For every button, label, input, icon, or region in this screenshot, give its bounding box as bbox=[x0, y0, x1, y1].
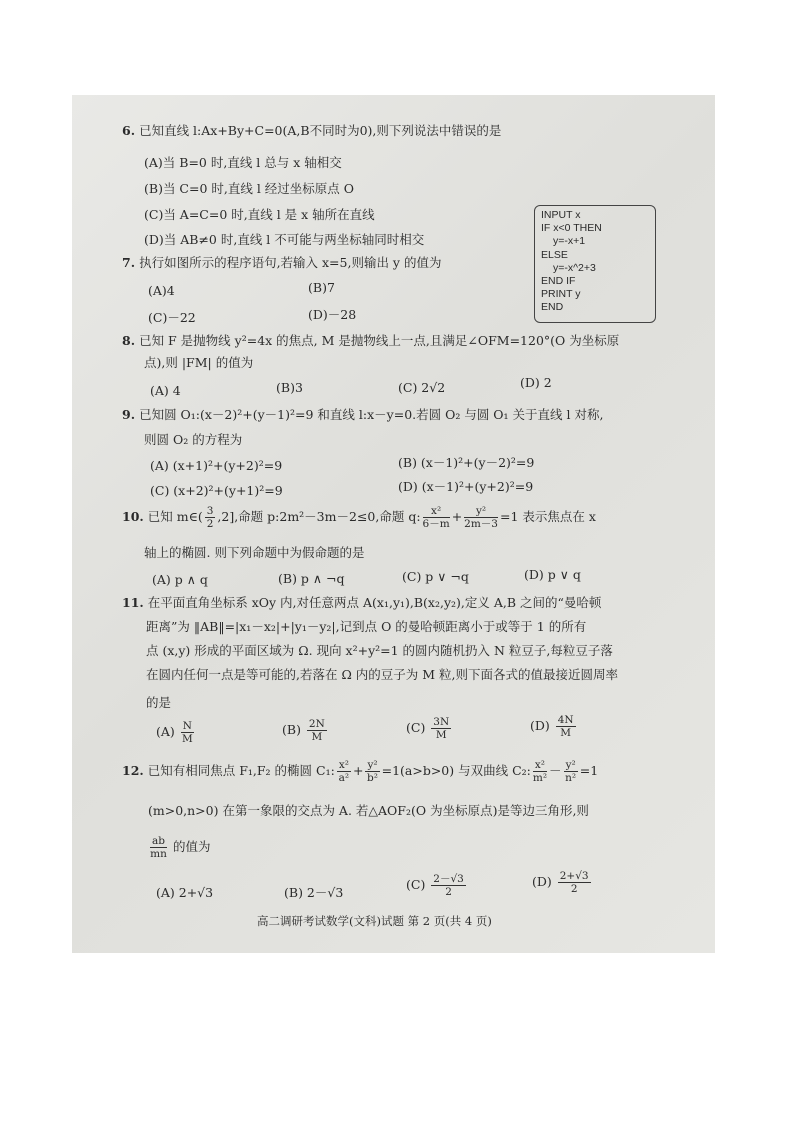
q9-option-a: (A) (x+1)²+(y+2)²=9 bbox=[150, 458, 283, 473]
q9-option-b: (B) (x－1)²+(y－2)²=9 bbox=[398, 455, 535, 470]
question-11: 11. 在平面直角坐标系 xOy 内,对任意两点 A(x₁,y₁),B(x₂,y₂),定义 A,B 之间的“曼哈顿 bbox=[122, 595, 602, 610]
question-11-line3: 点 (x,y) 形成的平面区域为 Ω. 现向 x²+y²=1 的圆内随机扔入 N 粒豆子,每粒豆子落 bbox=[146, 643, 613, 658]
q10-option-d: (D) p ∨ q bbox=[524, 567, 581, 582]
q10-frac-3-2: $\frac{3}{2}$ bbox=[206, 505, 214, 530]
q10-frac-x2: $\frac{\text{x²}}{6-m}$ bbox=[422, 505, 450, 530]
question-10-cont: 轴上的椭圆. 则下列命题中为假命题的是 bbox=[144, 545, 365, 560]
question-8-cont: 点),则 |FM| 的值为 bbox=[144, 355, 254, 370]
q7-option-d: (D)－28 bbox=[308, 307, 357, 322]
q12-option-c: (C) $\frac{2-√3}{2}$ bbox=[406, 873, 464, 898]
question-9-cont: 则圆 O₂ 的方程为 bbox=[144, 432, 243, 447]
q7-option-b: (B)7 bbox=[308, 280, 335, 295]
program-code-box: INPUT x IF x<0 THEN y=-x+1 ELSE y=-x^2+3 END IF PRINT y END bbox=[534, 205, 656, 323]
q6-option-d: (D)当 AB≠0 时,直线 l 不可能与两坐标轴同时相交 bbox=[144, 232, 425, 247]
q10-option-a: (A) p ∧ q bbox=[152, 572, 208, 587]
question-10: 10. 已知 m∈( $\frac{3}{2}$ ,2],命题 p:2m²－3m－2≤0,命题 q: $\frac{\text{x²}}{6-m}$ + $\frac{\text{y²}}{2m-3}$ =1 表示焦点在 x bbox=[122, 505, 596, 530]
question-9: 9. 已知圆 O₁:(x－2)²+(y－1)²=9 和直线 l:x－y=0.若圆 O₂ 与圆 O₁ 关于直线 l 对称, bbox=[122, 407, 604, 422]
question-8: 8. 已知 F 是抛物线 y²=4x 的焦点, M 是抛物线上一点,且满足∠OFM=120°(O 为坐标原 bbox=[122, 333, 620, 348]
q6-option-b: (B)当 C=0 时,直线 l 经过坐标原点 O bbox=[144, 181, 355, 196]
q8-option-b: (B)3 bbox=[276, 380, 303, 395]
q11-option-a: (A) $\frac{N}{M}$ bbox=[156, 720, 193, 745]
q6-option-c: (C)当 A=C=0 时,直线 l 是 x 轴所在直线 bbox=[144, 207, 375, 222]
question-6: 6. 已知直线 l:Ax+By+C=0(A,B不同时为0),则下列说法中错误的是 bbox=[122, 123, 502, 138]
q8-option-c: (C) 2√2 bbox=[398, 380, 446, 395]
q11-option-d: (D) $\frac{4N}{M}$ bbox=[530, 714, 574, 739]
question-11-line5: 的是 bbox=[146, 695, 172, 710]
q8-option-d: (D) 2 bbox=[520, 375, 552, 390]
question-12: 12. 已知有相同焦点 F₁,F₂ 的椭圆 C₁: $\frac{\text{x²}}{\text{a²}}$ + $\frac{\text{y²}}{\text{b²}}$ =1(a>b>0) 与双曲线 C₂: $\frac{\text{x²}}{\text{m²}}$ － $\frac{\text{y²}}{\text{n²}}$ =1 bbox=[122, 759, 599, 784]
question-12-line3: $\frac{ab}{mn}$ 的值为 bbox=[150, 835, 211, 860]
q12-option-d: (D) $\frac{2+√3}{2}$ bbox=[532, 870, 589, 895]
q8-option-a: (A) 4 bbox=[150, 383, 181, 398]
question-11-line4: 在圆内任何一点是等可能的,若落在 Ω 内的豆子为 M 粒,则下面各式的值最接近圆周率 bbox=[146, 667, 619, 682]
q7-option-c: (C)－22 bbox=[148, 310, 196, 325]
q6-option-a: (A)当 B=0 时,直线 l 总与 x 轴相交 bbox=[144, 155, 342, 170]
q7-option-a: (A)4 bbox=[148, 283, 175, 298]
q12-option-b: (B) 2－√3 bbox=[284, 885, 344, 900]
q11-option-b: (B) $\frac{2N}{M}$ bbox=[282, 718, 325, 743]
question-7: 7. 执行如图所示的程序语句,若输入 x=5,则输出 y 的值为 bbox=[122, 255, 442, 270]
question-12-line2: (m>0,n>0) 在第一象限的交点为 A. 若△AOF₂(O 为坐标原点)是等边三角形,则 bbox=[148, 803, 589, 818]
question-11-line2: 距离”为 ‖AB‖=|x₁－x₂|+|y₁－y₂|,记到点 O 的曼哈顿距离小于或等于 1 的所有 bbox=[146, 619, 587, 634]
q9-option-c: (C) (x+2)²+(y+1)²=9 bbox=[150, 483, 283, 498]
q9-option-d: (D) (x－1)²+(y+2)²=9 bbox=[398, 479, 534, 494]
q10-frac-y2: $\frac{\text{y²}}{2m-3}$ bbox=[464, 505, 498, 530]
page-footer: 高二调研考试数学(文科)试题 第 2 页(共 4 页) bbox=[257, 914, 492, 928]
q11-option-c: (C) $\frac{3N}{M}$ bbox=[406, 716, 450, 741]
q10-option-b: (B) p ∧ ¬q bbox=[278, 571, 345, 586]
scanned-exam-page bbox=[72, 95, 715, 953]
q10-option-c: (C) p ∨ ¬q bbox=[402, 569, 469, 584]
q12-option-a: (A) 2+√3 bbox=[156, 885, 214, 900]
